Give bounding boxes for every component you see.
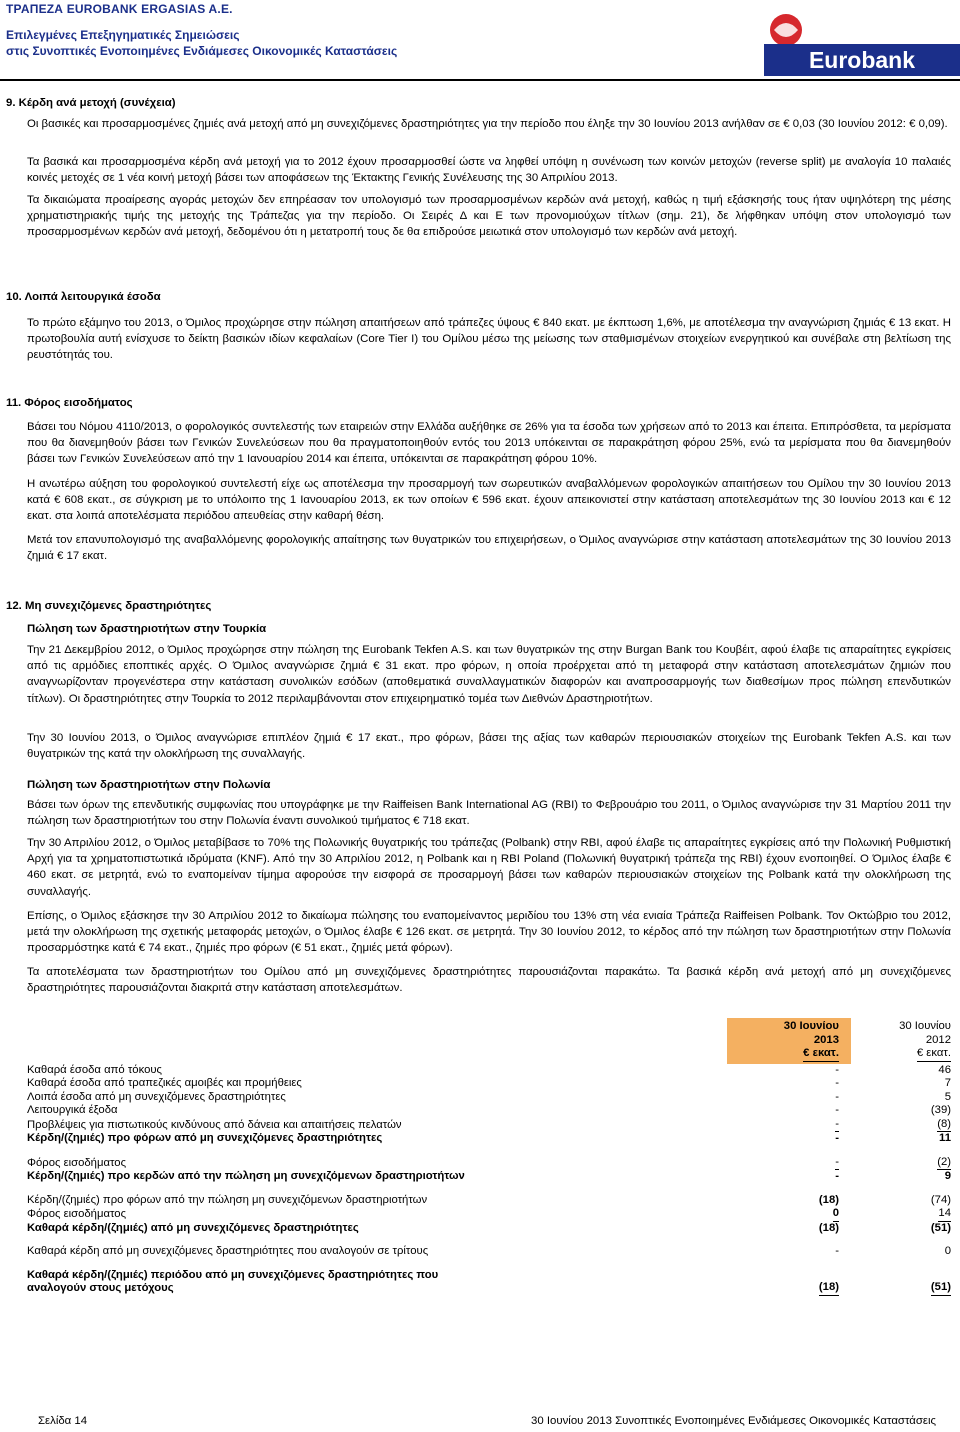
s11-paragraph-3: Μετά τον επανυπολογισμό της αναβαλλόμενης φορολογικής απαίτησης των θυγατρικών του επιχειρήσεων, ο Όμιλος αναγνώρισε στην κατάσταση αποτελεσμάτων της 30 Ιουνίου 2013 ζημιά € 17 εκατ. [27,534,951,563]
header-line-2: στις Συνοπτικές Ενοποιημένες Ενδιάμεσες Οικονομικές Καταστάσεις [6,44,398,58]
eurobank-logo [764,8,960,76]
s12-paragraph-3: Βάσει των όρων της επενδυτικής συμφωνίας που υπογράφηκε με την Raiffeisen Bank International AG (RBI) το Φεβρουάριο του 2011, ο Όμιλος αναγνώρισε την 31 Μαρτίου 2011 την πώληση των δραστηριοτήτων του στην Πολωνία έναντι συνολικού τιμήματος € 718 εκατ. [27,799,951,828]
table-row: Προβλέψεις για πιστωτικούς κινδύνους από δάνεια και απαιτήσεις πελατών - (8) [27,1117,951,1131]
s9-paragraph-2: Τα βασικά και προσαρμοσμένα κέρδη ανά μετοχή για το 2012 έχουν προσαρμοσθεί ώστε να ληφθεί υπόψη η συνένωση των κοινών μετοχών (reverse split) με αναλογία 10 παλαιές κοινές μετοχές σε 1 νέα κοινή μετοχή βάσει των αποφάσεων της Έκτακτης Γενικής Συνέλευσης της 30 Απριλίου 2013. [27,156,951,185]
page-number: Σελίδα 14 [38,1415,88,1427]
s12-subheading-turkey: Πώληση των δραστηριοτήτων στην Τουρκία [27,623,267,635]
s9-paragraph-1: Οι βασικές και προσαρμοσμένες ζημιές ανά μετοχή από μη συνεχιζόμενες δραστηριότητες για την περίοδο που έληξε την 30 Ιουνίου 2013 ανήλθαν σε € 0,03 (30 Ιουνίου 2012: € 0,09). [27,118,948,130]
bank-name: ΤΡΑΠΕΖΑ EUROBANK ERGASIAS A.E. [6,2,233,16]
column-header-2012: 30 Ιουνίου 2012 € εκατ. [851,1018,951,1064]
header-line-1: Επιλεγμένες Επεξηγηματικές Σημειώσεις [6,28,240,42]
table-row-final: Καθαρά κέρδη/(ζημιές) περιόδου από μη συνεχιζόμενες δραστηριότητες που αναλογούν στους μετόχους (18) (51) [27,1268,951,1294]
table-header-row [27,1018,951,1064]
table-row: Καθαρά έσοδα από τραπεζικές αμοιβές και προμήθειες - 7 [27,1077,951,1089]
header-rule [0,79,960,81]
section-9-heading: 9. Κέρδη ανά μετοχή (συνέχεια) [6,97,176,109]
column-header-2013: 30 Ιουνίου 2013 € εκατ. [727,1018,851,1064]
s12-subheading-poland: Πώληση των δραστηριοτήτων στην Πολωνία [27,779,271,791]
s11-paragraph-1: Βάσει του Νόμου 4110/2013, ο φορολογικός συντελεστής των εταιρειών στην Ελλάδα αυξήθηκε σε 26% για τα έσοδα των χρήσεων από το 2013 και έπειτα. Επιπρόσθετα, τα μερίσματα που θα διανεμηθούν βάσει των Γενικών Συνελεύσεων που θα πραγματοποιηθούν εντός του 2013 υπόκεινται σε παρακράτηση φόρου 25%, ενώ τα μερίσματα που θα διανεμηθούν βάσει των Γενικών Συνελεύσεων από την 1 Ιανουαρίου 2014 και έπειτα, υπόκεινται σε παρακράτηση φόρου 10%. [27,421,951,466]
logo-text: Eurobank [808,47,916,73]
s12-paragraph-4: Την 30 Απριλίου 2012, ο Όμιλος μεταβίβασε το 70% της Πολωνικής θυγατρικής του τράπεζας (Polbank) στην RBI, αφού έλαβε τις απαραίτητες εγκρίσεις από την Πολωνική Ρυθμιστική Αρχή για τα χρηματοπιστωτικά ιδρύματα (KNF). Από την 30 Απριλίου 2012, η Polbank και η RBI Poland (Πολωνική θυγατρική τράπεζα της RBI) έχουν ενοποιηθεί. Ο Όμιλος έλαβε € 460 εκατ. σε μετρητά, ενώ το εναπομείναν τίμημα αφορούσε την εισφορά σε προσαρμογή βάσει των καθαρών περιουσιακών στοιχείων της Polbank κατά την ολοκλήρωση της συναλλαγής. [27,837,951,898]
section-10-heading: 10. Λοιπά λειτουργικά έσοδα [6,291,161,303]
page-header [0,0,960,82]
s9-paragraph-3: Τα δικαιώματα προαίρεσης αγοράς μετοχών δεν επηρέασαν τον υπολογισμό των προσαρμοσμένων κερδών ανά μετοχή, καθώς η τιμή εξάσκησής τους ήταν υψηλότερη της μέσης χρηματιστηριακής τιμής της μετοχής της Τράπεζας για την περίοδο. Οι Σειρές Δ και Ε των προνομιούχων τίτλων (σημ. 21), δε λήφθηκαν υπόψη στον υπολογισμό των προσαρμοσμένων κερδών ανά μετοχή, δεδομένου ότι η μετατροπή τους δε θα επιδρούσε μειωτικά στον υπολογισμό των κερδών ανά μετοχή. [27,194,951,239]
s10-paragraph-1: Το πρώτο εξάμηνο του 2013, ο Όμιλος προχώρησε στην πώληση απαιτήσεων από τράπεζες ύψους € 840 εκατ. με έκπτωση 1,6%, με αποτέλεσμα την αναγνώριση ζημιάς € 13 εκατ. Η πρωτοβουλία αυτή ενίσχυσε το δείκτη βασικών ιδίων κεφαλαίων (Core Tier I) του Ομίλου μέσω της μείωσης των σταθμισμένων στοιχείων ενεργητικού και συνέβαλε στη βελτίωση της ρευστότητάς του. [27,317,951,362]
section-11-heading: 11. Φόρος εισοδήματος [6,397,133,409]
table-row-subtotal: Κέρδη/(ζημιές) προ φόρων από μη συνεχιζόμενες δραστηριότητες - 11 [27,1132,951,1144]
table-row-subtotal: Κέρδη/(ζημιές) προ κερδών από την πώληση μη συνεχιζόμενων δραστηριοτήτων - 9 [27,1170,951,1182]
table-row: Φόρος εισοδήματος - (2) [27,1155,951,1169]
s12-paragraph-6: Τα αποτελέσματα των δραστηριοτήτων του Ομίλου από μη συνεχιζόμενες δραστηριότητες παρουσιάζονται παρακάτω. Τα βασικά κέρδη ανά μετοχή από μη συνεχιζόμενες δραστηριότητες παρουσιάζονται διακριτά στην κατάσταση αποτελεσμάτων. [27,966,951,995]
table-row: Φόρος εισοδήματος 0 14 [27,1207,951,1220]
s12-paragraph-5: Επίσης, ο Όμιλος εξάσκησε την 30 Απριλίου 2012 το δικαίωμα πώλησης του εναπομείναντος μεριδίου του 13% στη νέα ενιαία Τράπεζα Raiffeisen Polbank. Τον Οκτώβριο του 2012, μετά την ολοκλήρωση της σχετικής μεταφοράς μετοχών, ο Όμιλος έλαβε € 126 εκατ. σε μετρητά. Την 30 Ιουνίου 2012, το κέρδος από την πώληση των δραστηριοτήτων στην Πολωνία προσαρμόστηκε κατά € 74 εκατ., ζημιές προ φόρων (€ 51 εκατ., ζημιές μετά φόρων). [27,910,951,955]
section-12-heading: 12. Μη συνεχιζόμενες δραστηριότητες [6,600,212,612]
table-row: Λοιπά έσοδα από μη συνεχιζόμενες δραστηριότητες - 5 [27,1090,951,1103]
s12-paragraph-2: Την 30 Ιουνίου 2013, ο Όμιλος αναγνώρισε επιπλέον ζημιά € 17 εκατ., προ φόρων, βάσει της αξίας των καθαρών περιουσιακών στοιχείων της Eurobank Tekfen A.S. και των θυγατρικών της κατά την ολοκλήρωση της συναλλαγής. [27,732,951,761]
table-row: Καθαρά κέρδη από μη συνεχιζόμενες δραστηριότητες που αναλογούν σε τρίτους - 0 [27,1245,951,1257]
s12-paragraph-1: Την 21 Δεκεμβρίου 2012, ο Όμιλος προχώρησε στην πώληση της Eurobank Tekfen A.S. και των θυγατρικών της στην Burgan Bank του Κουβέιτ, αφού έλαβε τις απαραίτητες εγκρίσεις από τις αρμόδιες εποπτικές αρχές. Ο Όμιλος αναγνώρισε ζημιά € 31 εκατ. προ φόρων, η οποία προέρχεται από τη μεταφορά στην κατάσταση αποτελεσμάτων ζημιών που αναγνωρίζονταν προγενέστερα στην κατάσταση συνολικών εσόδων (αποθεματικά συναλλαγματικών διαφορών και αναπροσαρμογής των διαθεσίμων προς πώληση επενδυτικών τίτλων). Οι δραστηριότητες στην Τουρκία το 2012 περιλαμβάνονται στον επιχειρηματικό τομέα των Διεθνών Δραστηριοτήτων. [27,644,951,705]
table-row: Καθαρά έσοδα από τόκους - 46 [27,1063,951,1076]
table-row: Λειτουργικά έξοδα - (39) [27,1104,951,1116]
s11-paragraph-2: Η ανωτέρω αύξηση του φορολογικού συντελεστή είχε ως αποτέλεσμα την προσαρμογή των σωρευτικών αναβαλλόμενων φορολογικών απαιτήσεων του Ομίλου την 30 Ιουνίου 2013 κατά € 608 εκατ., σε σύγκριση με το υπόλοιπο της 1 Ιανουαρίου 2013, εκ των οποίων € 596 εκατ. έχουν απεικονιστεί στην κατάσταση αποτελεσμάτων της 30 Ιουνίου 2013 και € 12 εκατ. στα λοιπά αποτελέσματα περιόδου απευθείας στην καθαρή θέση. [27,478,951,523]
footer-title: 30 Ιουνίου 2013 Συνοπτικές Ενοποιημένες Ενδιάμεσες Οικονομικές Καταστάσεις [531,1415,936,1427]
discontinued-operations-table [27,1018,951,1296]
table-row-total: Καθαρά κέρδη/(ζημιές) από μη συνεχιζόμενες δραστηριότητες (18) (51) [27,1221,951,1234]
table-row: Κέρδη/(ζημιές) προ φόρων από την πώληση μη συνεχιζόμενων δραστηριοτήτων (18) (74) [27,1193,951,1206]
